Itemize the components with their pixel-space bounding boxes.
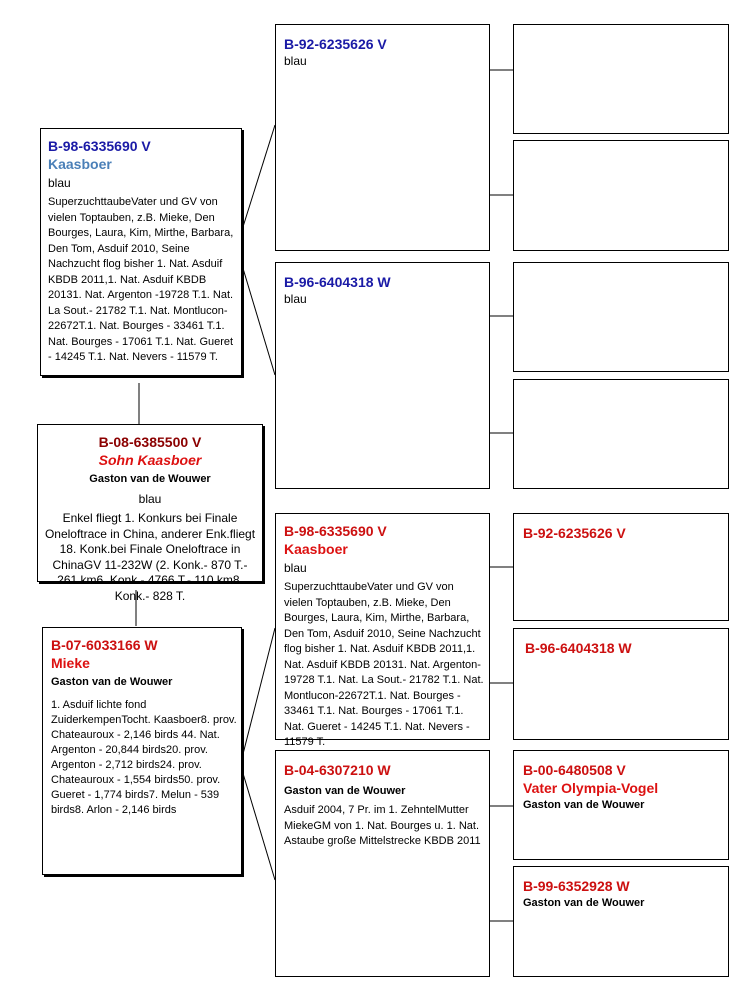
mm-ring: B-04-6307210 W <box>284 762 391 778</box>
father-ring: B-98-6335690 V <box>48 138 151 154</box>
fmm-card[interactable] <box>513 379 729 489</box>
father-name: Kaasboer <box>48 156 112 172</box>
mm-card[interactable] <box>275 750 490 977</box>
mff-ring: B-92-6235626 V <box>523 525 626 541</box>
subject-card[interactable] <box>37 424 263 603</box>
mmf-breeder: Gaston van de Wouwer <box>523 799 645 811</box>
mf-card[interactable] <box>275 513 490 748</box>
fmf-card[interactable] <box>513 262 729 372</box>
mmm-ring: B-99-6352928 W <box>523 878 630 894</box>
father-color: blau <box>48 176 71 190</box>
mfm-card[interactable] <box>513 628 729 740</box>
mother-description: 1. Asduif lichte fond ZuiderkempenTocht. Kaasboer8. prov. Chateauroux - 2,146 birds 44. Nat. Argenton - 20,844 birds20. prov. Argenton - 2,712 birds24. prov. Chateauroux - 1,554 birds50. prov. Gueret - 1,774 birds7. Melun - 539 birds8. Arlon - 2,146 birds <box>51 699 237 816</box>
father-description: SuperzuchttaubeVater und GV von vielen Toptauben, z.B. Mieke, Den Bourges, Laura, Kim, Mirthe, Barbara, Den Tom, Asduif 2010, Seine Nachzucht flog bisher 1. Nat. Asduif KBDB 2011,1. Nat. Asduif KBDB 20131. Nat. Argenton -19728 T.1. Nat. La Sout.- 21782 T.1. Nat. Montlucon-22672T.1. Nat. Bourges - 33461 T.1. Nat. Bourges - 17061 T.1. Nat. Gueret - 14245 T.1. Nat. Nevers - 11579 T. <box>48 196 234 363</box>
subject-ring: B-08-6385500 V <box>98 434 202 450</box>
mmm-breeder: Gaston van de Wouwer <box>523 897 645 909</box>
mmf-name: Vater Olympia-Vogel <box>523 780 659 796</box>
ffm-card[interactable] <box>513 140 729 251</box>
mf-description: SuperzuchttaubeVater und GV von vielen Toptauben, z.B. Mieke, Den Bourges, Laura, Kim, Mirthe, Barbara, Den Tom, Asduif 2010, Seine Nachzucht flog bisher 1. Nat. Asduif KBDB 2011,1. Nat. Asduif KBDB 20131. Nat. Argenton-19728 T.1. Nat. La Sout.- 21782 T.1. Nat. Montlucon-22672T.1. Nat. Bourges - 33461 T.1. Nat. Bourges - 17061 T.1. Nat. Gueret - 14245 T.1. Nat. Nevers - 11579 T. <box>284 581 484 748</box>
mother-breeder: Gaston van de Wouwer <box>51 676 173 688</box>
mother-name: Mieke <box>51 655 90 671</box>
ff-color: blau <box>284 54 307 68</box>
mfm-ring: B-96-6404318 W <box>525 640 632 656</box>
fm-card[interactable] <box>275 262 490 489</box>
subject-description: Enkel fliegt 1. Konkurs bei Finale Oneloftrace in China, anderer Enk.fliegt 18. Konk.bei Finale Oneloftrace in ChinaGV 11-232W (2. Konk.- 870 T.- 261 km6. Konk.- 4766 T.- 110 km8. Konk.- 828 T. <box>44 511 256 603</box>
subject-color: blau <box>138 492 162 506</box>
mmm-card[interactable] <box>513 866 729 977</box>
father-card[interactable] <box>40 128 242 376</box>
subject-breeder: Gaston van de Wouwer <box>89 473 211 485</box>
mother-ring: B-07-6033166 W <box>51 637 158 653</box>
mmf-ring: B-00-6480508 V <box>523 762 626 778</box>
mother-card[interactable] <box>42 627 242 875</box>
ffa-card[interactable] <box>513 24 729 134</box>
mff-card[interactable] <box>513 513 729 621</box>
mm-breeder: Gaston van de Wouwer <box>284 785 406 797</box>
mf-color: blau <box>284 561 307 575</box>
mm-description: Asduif 2004, 7 Pr. im 1. ZehntelMutter MiekeGM von 1. Nat. Bourges u. 1. Nat. Astaube große Mittelstrecke KBDB 2011 <box>284 804 481 847</box>
mf-ring: B-98-6335690 V <box>284 523 387 539</box>
ff-ring: B-92-6235626 V <box>284 36 387 52</box>
fm-color: blau <box>284 292 307 306</box>
mf-name: Kaasboer <box>284 541 348 557</box>
fm-ring: B-96-6404318 W <box>284 274 391 290</box>
ff-card[interactable] <box>275 24 490 251</box>
subject-name: Sohn Kaasboer <box>98 452 202 468</box>
mmf-card[interactable] <box>513 750 729 860</box>
